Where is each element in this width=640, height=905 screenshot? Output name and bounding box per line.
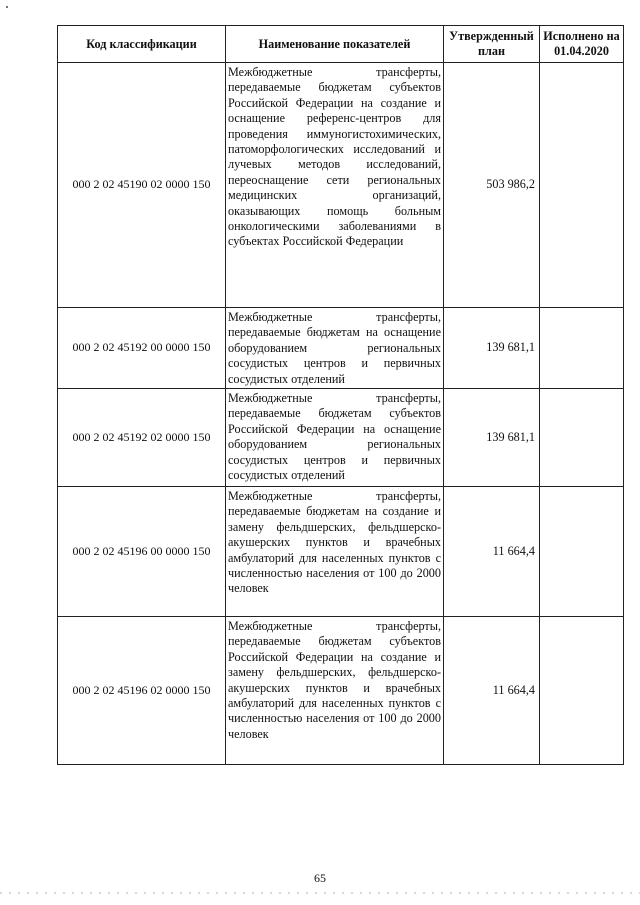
row-name-text: Межбюджетные трансферты, передаваемые бюджетам на создание и замену фельдшерских, фельдшерско-акушерских пунктов и врачебных амбулаторий для населенных пунктов с численностью населения от 100 до 2000 человек xyxy=(228,489,441,596)
row-code: 000 2 02 45192 02 0000 150 xyxy=(58,389,226,487)
row-name xyxy=(226,617,444,765)
row-name-text: Межбюджетные трансферты, передаваемые бюджетам субъектов Российской Федерации на создание и замену фельдшерских, фельдшерско-акушерских пунктов и врачебных амбулаторий для населенных пунктов с численностью населения от 100 до 2000 человек xyxy=(228,619,441,741)
row-done xyxy=(540,389,624,487)
row-name-text: Межбюджетные трансферты, передаваемые бюджетам на оснащение оборудованием региональных сосудистых центров и первичных сосудистых отделений xyxy=(228,310,441,386)
row-name xyxy=(226,487,444,617)
header-plan: Утвержденный план xyxy=(444,26,540,63)
row-name xyxy=(226,63,444,308)
row-plan: 139 681,1 xyxy=(444,389,540,487)
row-done xyxy=(540,487,624,617)
table-row xyxy=(58,308,624,389)
row-plan: 503 986,2 xyxy=(444,63,540,308)
table-row xyxy=(58,487,624,617)
row-code: 000 2 02 45190 02 0000 150 xyxy=(58,63,226,308)
table-row xyxy=(58,63,624,308)
row-done xyxy=(540,617,624,765)
row-plan: 11 664,4 xyxy=(444,487,540,617)
row-name-text: Межбюджетные трансферты, передаваемые бюджетам субъектов Российской Федерации на оснащение оборудованием региональных сосудистых центров и первичных сосудистых отделений xyxy=(228,391,441,483)
scan-artifact xyxy=(0,892,640,894)
budget-table xyxy=(57,25,624,765)
header-code: Код классификации xyxy=(58,26,226,63)
scan-mark xyxy=(6,6,8,8)
row-name xyxy=(226,389,444,487)
row-name-text: Межбюджетные трансферты, передаваемые бюджетам субъектов Российской Федерации на создание и оснащение референс-центров для проведения иммуногистохимических, патоморфологических исследований и лучевых методов исследований, переоснащение сети региональных медицинских организаций, оказывающих помощь больным онкологическими заболеваниями в субъектах Российской Федерации xyxy=(228,65,441,249)
table-header-row xyxy=(58,26,624,63)
row-done xyxy=(540,308,624,389)
row-name xyxy=(226,308,444,389)
page-number: 65 xyxy=(314,871,326,885)
header-name: Наименование показателей xyxy=(226,26,444,63)
row-code: 000 2 02 45196 02 0000 150 xyxy=(58,617,226,765)
row-code: 000 2 02 45196 00 0000 150 xyxy=(58,487,226,617)
row-done xyxy=(540,63,624,308)
row-code: 000 2 02 45192 00 0000 150 xyxy=(58,308,226,389)
table-row xyxy=(58,617,624,765)
header-done: Исполнено на 01.04.2020 xyxy=(540,26,624,63)
table-row xyxy=(58,389,624,487)
row-plan: 11 664,4 xyxy=(444,617,540,765)
row-plan: 139 681,1 xyxy=(444,308,540,389)
